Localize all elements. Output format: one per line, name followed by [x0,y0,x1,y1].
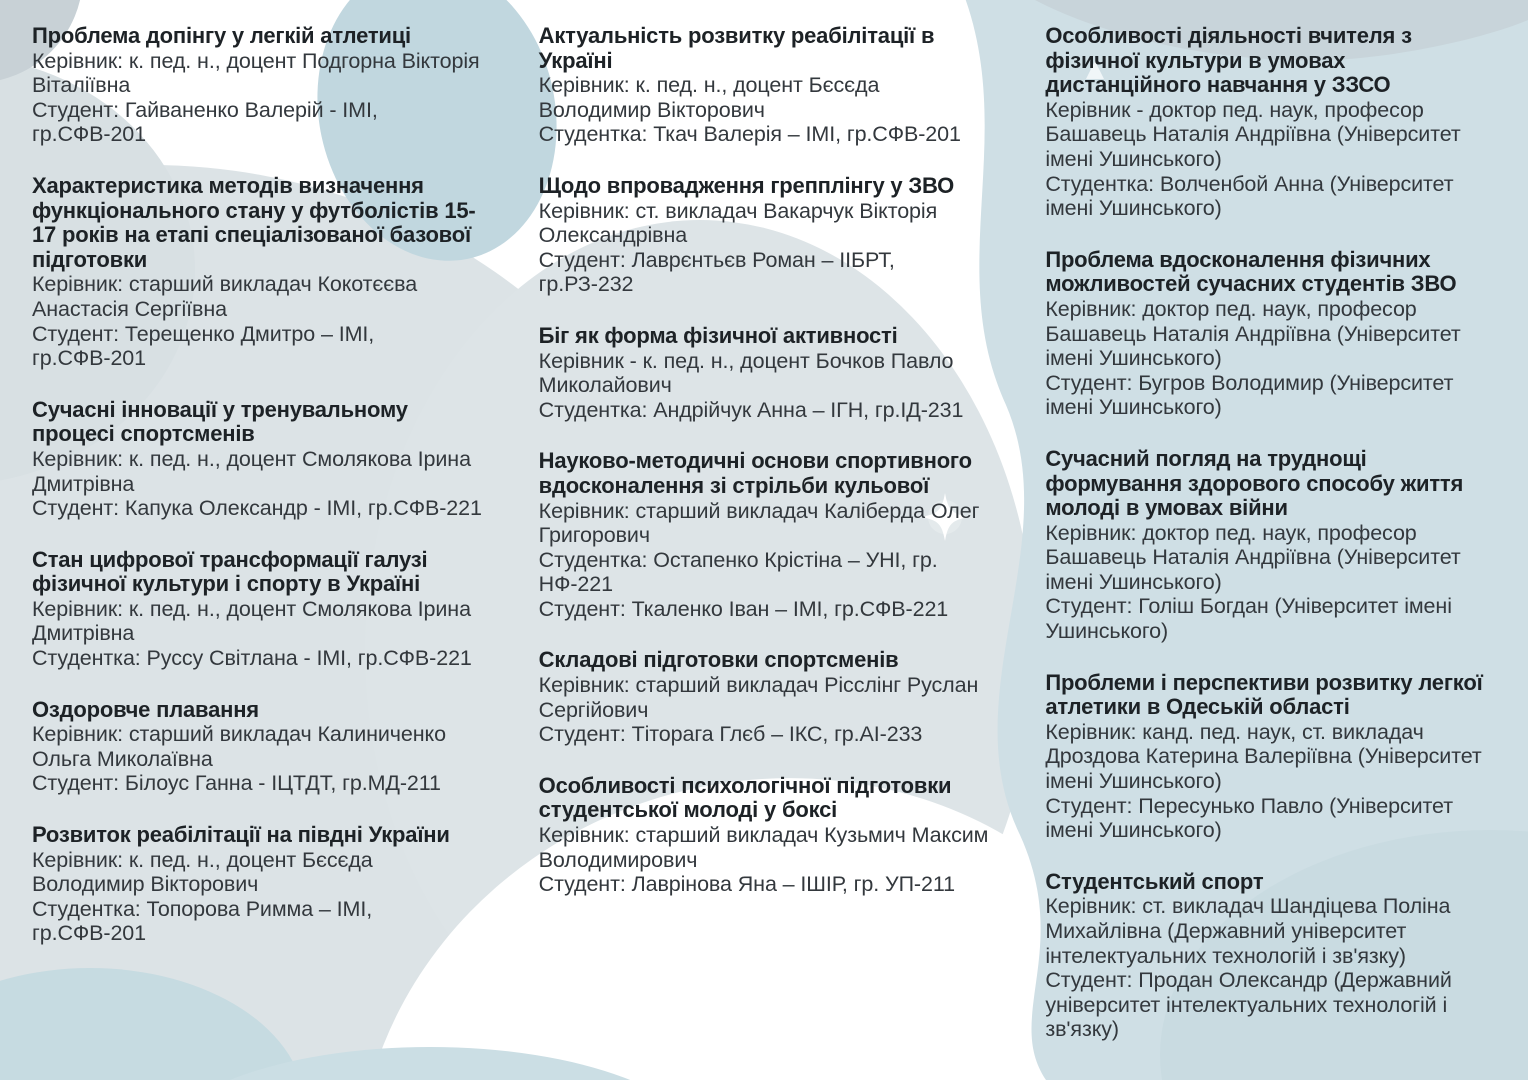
supervisor-line: Керівник: доктор пед. наук, професор Башавець Наталія Андріївна (Університет імені Ушинського) [1045,520,1461,594]
student-line: Студентка: Руссу Світлана - ІМІ, гр.СФВ-221 [32,646,472,671]
project-title: Біг як форма фізичної активності [538,322,898,348]
project-entry [1045,447,1498,644]
student-line: Студентка: Ткач Валерія – ІМІ, гр.СФВ-201 [538,122,961,147]
supervisor-line: Керівник - к. пед. н., доцент Бочков Павло Миколайович [538,348,954,398]
student-line: Студент: Терещенко Дмитро – ІМІ, гр.СФВ-201 [32,321,375,371]
project-entry [539,449,992,621]
project-entry [539,648,992,746]
project-entry [539,24,992,147]
student-line: Студент: Тіторага Глєб – ІКС, гр.АІ-233 [538,722,923,747]
student-line: Студент: Лаврінова Яна – ІШІР, гр. УП-211 [538,872,955,897]
supervisor-line: Керівник: ст. викладач Шандіцева Поліна Михайлівна (Державний університет інтелектуальних технологій і зв'язку) [1045,894,1451,968]
student-line: Студентка: Остапенко Крістіна – УНІ, гр. НФ-221 [538,547,938,597]
supervisor-line: Керівник: канд. пед. наук, ст. викладач Дроздова Катерина Валеріївна (Університет імені Ушинського) [1045,719,1482,794]
supervisor-line: Керівник: к. пед. н., доцент Бєсєда Володимир Вікторович [32,847,373,897]
student-line: Студент: Пересунько Павло (Університет імені Ушинського) [1045,793,1453,843]
supervisor-line: Керівник: старший викладач Калиниченко Ольга Миколаївна [32,722,446,771]
project-entry [1045,248,1498,420]
student-line: Студент: Ткаленко Іван – ІМІ, гр.СФВ-221 [538,596,949,621]
project-title: Сучасний погляд на труднощі формування здорового способу життя молоді в умовах війни [1045,445,1464,521]
student-line: Студент: Капука Олександр - ІМІ, гр.СФВ-221 [32,496,482,521]
project-title: Щодо впровадження грепплінгу у ЗВО [538,172,955,198]
project-title: Сучасні інновації у тренувальному процесі спортсменів [32,396,408,447]
student-line: Студентка: Андрійчук Анна – ІГН, гр.ІД-231 [538,397,964,422]
supervisor-line: Керівник: к. пед. н., доцент Смолякова Ірина Дмитрівна [32,446,471,496]
project-title: Проблеми і перспективи розвитку легкої атлетики в Одеській області [1045,669,1483,720]
project-title: Студентський спорт [1045,868,1264,894]
project-entry [32,823,485,946]
student-line: Студент: Бугров Володимир (Університет імені Ушинського) [1045,370,1454,420]
project-entry [1045,870,1498,1042]
supervisor-line: Керівник: старший викладач Кузьмич Максим Володимирович [538,823,989,872]
supervisor-line: Керівник: к. пед. н., доцент Смолякова Ірина Дмитрівна [32,596,471,646]
supervisor-line: Керівник - доктор пед. наук, професор Башавець Наталія Андріївна (Університет імені Ушинського) [1045,97,1461,171]
project-entry [32,398,485,521]
column-1 [32,24,485,1069]
project-entry [32,24,485,147]
project-entry [32,174,485,371]
project-title: Науково-методичні основи спортивного вдосконалення зі стрільби кульової [538,448,972,498]
supervisor-line: Керівник: старший викладач Рісслінг Руслан Сергійович [538,673,979,722]
project-title: Розвиток реабілітації на півдні України [32,822,450,848]
supervisor-line: Керівник: старший викладач Каліберда Олег Григорович [538,498,980,548]
student-line: Студентка: Волченбой Анна (Університет імені Ушинського) [1045,171,1454,221]
project-title: Проблема вдосконалення фізичних можливостей сучасних студентів ЗВО [1045,246,1457,297]
project-entry [539,174,992,297]
student-line: Студент: Продан Олександр (Державний університет інтелектуальних технологій і зв'язку) [1045,968,1452,1042]
project-entry [1045,671,1498,843]
column-3 [1045,24,1498,1069]
project-title: Особливості діяльності вчителя з фізичної культури в умовах дистанційного навчання у ЗЗСО [1045,23,1412,98]
supervisor-line: Керівник: к. пед. н., доцент Бєсєда Володимир Вікторович [538,73,880,122]
supervisor-line: Керівник: ст. викладач Вакарчук Вікторія Олександрівна [538,198,938,248]
project-title: Актуальність розвитку реабілітації в Україні [538,23,935,73]
student-line: Студент: Лаврєнтьєв Роман – ІІБРТ, гр.РЗ-232 [538,247,895,297]
student-line: Студентка: Топорова Римма – ІМІ, гр.СФВ-201 [32,896,373,946]
project-title: Особливості психологічної підготовки студентської молоді у боксі [538,772,952,823]
project-entry [539,774,992,897]
student-line: Студент: Гайваненко Валерій - ІМІ, гр.СФВ-201 [32,97,378,147]
project-title: Характеристика методів визначення функціонального стану у футболістів 15-17 років на етапі спеціалізованої базової підготовки [32,172,476,272]
project-title: Складові підготовки спортсменів [538,647,899,673]
student-line: Студент: Голіш Богдан (Університет імені Ушинського) [1045,594,1452,644]
project-title: Оздоровче плавання [32,696,259,722]
project-entry [539,324,992,422]
supervisor-line: Керівник: старший викладач Кокотєєва Анастасія Сергіївна [32,272,418,321]
project-entry [32,698,485,796]
student-line: Студент: Білоус Ганна - ІЦТДТ, гр.МД-211 [32,771,441,796]
column-2 [539,24,992,1069]
project-entry [1045,24,1498,221]
project-title: Стан цифрової трансформації галузі фізичної культури і спорту в Україні [32,546,428,597]
supervisor-line: Керівник: доктор пед. наук, професор Башавець Наталія Андріївна (Університет імені Ушинського) [1045,296,1461,371]
supervisor-line: Керівник: к. пед. н., доцент Подгорна Вікторія Віталіївна [32,48,480,98]
project-entry [32,548,485,671]
project-title: Проблема допінгу у легкій атлетиці [32,23,411,48]
